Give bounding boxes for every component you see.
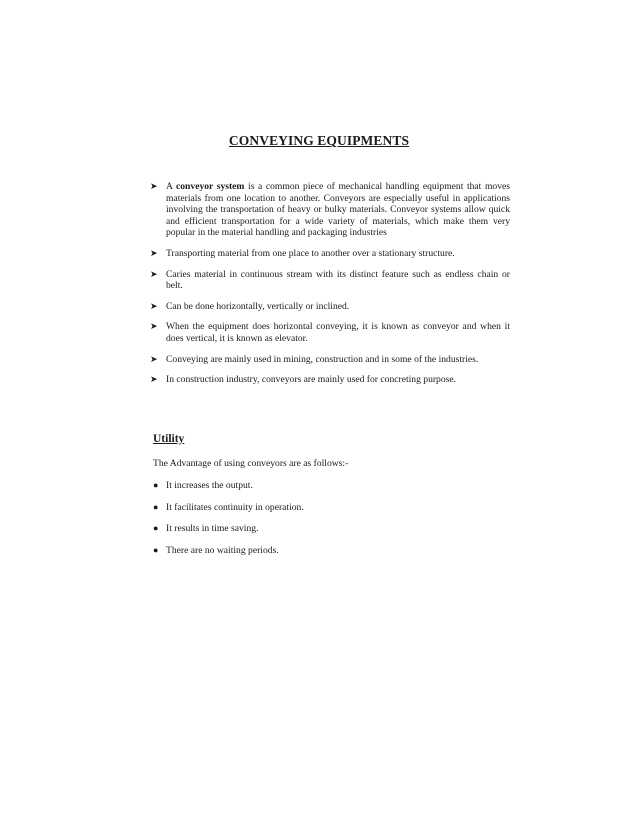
list-item (153, 480, 304, 492)
list-item (153, 502, 304, 514)
item-text: It facilitates continuity in operation. (166, 501, 304, 513)
arrow-bullet-icon: ➤ (150, 300, 158, 311)
item-bold-term: conveyor system (176, 181, 245, 192)
list-item (150, 301, 510, 313)
list-item (153, 523, 304, 535)
list-item (150, 321, 510, 344)
item-text: In construction industry, conveyors are mainly used for concreting purpose. (166, 374, 457, 386)
arrow-bullet-icon: ➤ (150, 247, 158, 258)
arrow-bullet-icon: ➤ (150, 374, 158, 385)
item-text: It results in time saving. (166, 523, 259, 535)
bullet-dot-icon: ● (153, 480, 159, 490)
item-text: is a common piece of mechanical handling equipment that moves materials from one location to another. Conveyors are especially useful in applications involving the transportation of heavy or bulky materials. Conveyor systems allow quick and efficient transportation for a wide variety of materials, which make them very popular in the material handling and packaging industries (166, 181, 510, 239)
arrow-bullet-list (150, 181, 510, 395)
item-text: Conveying are mainly used in mining, construction and in some of the industries. (166, 353, 479, 365)
item-prefix: A (166, 181, 176, 192)
arrow-bullet-icon: ➤ (150, 268, 158, 279)
list-item (150, 354, 510, 366)
arrow-bullet-icon: ➤ (150, 321, 158, 332)
item-text: There are no waiting periods. (166, 544, 279, 556)
item-text: Can be done horizontally, vertically or inclined. (166, 300, 350, 312)
list-item (150, 374, 510, 386)
utility-intro: The Advantage of using conveyors are as follows:- (153, 458, 349, 469)
list-item (150, 248, 510, 260)
list-item (153, 545, 304, 557)
bullet-dot-icon: ● (153, 523, 159, 534)
item-text: Caries material in continuous stream with its distinct feature such as endless chain or belt. (166, 268, 510, 292)
list-item (150, 181, 510, 239)
list-item (150, 269, 510, 292)
item-text: When the equipment does horizontal conveying, it is known as conveyor and when it does vertical, it is known as elevator. (166, 321, 510, 344)
arrow-bullet-icon: ➤ (150, 181, 158, 191)
bullet-dot-icon: ● (153, 501, 159, 512)
item-text: Transporting material from one place to another over a stationary structure. (166, 247, 455, 259)
page-title: CONVEYING EQUIPMENTS (228, 133, 410, 148)
section-heading-utility: Utility (153, 433, 185, 445)
arrow-bullet-icon: ➤ (150, 353, 158, 364)
bullet-dot-icon: ● (153, 544, 159, 555)
item-text: It increases the output. (166, 480, 253, 491)
utility-bullet-list (153, 480, 304, 566)
